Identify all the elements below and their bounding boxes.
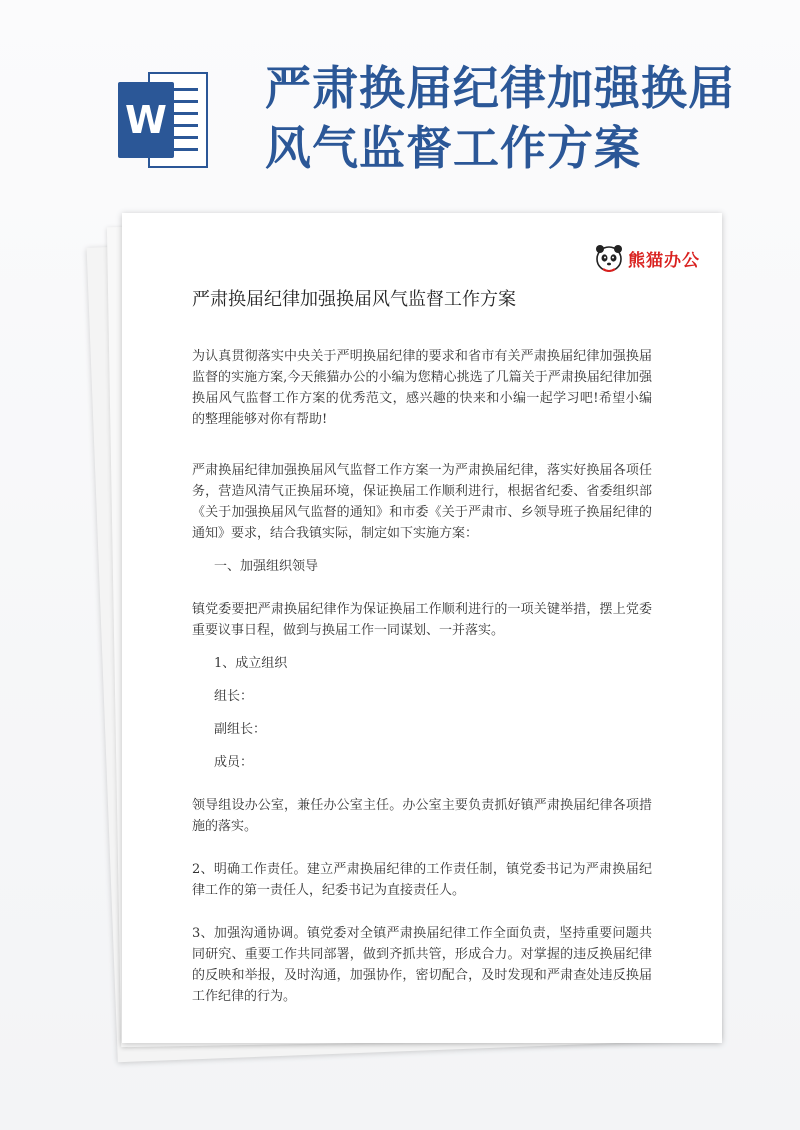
section-heading: 一、加强组织领导 xyxy=(214,559,319,574)
member-line-members: 成员： xyxy=(214,755,254,770)
word-document-icon xyxy=(118,72,208,168)
panda-icon xyxy=(594,243,624,273)
brand-logo-text: 熊猫办公 xyxy=(628,250,700,271)
word-icon-badge: W xyxy=(118,82,174,158)
document-body xyxy=(192,346,652,1007)
subsection-heading: 1、成立组织 xyxy=(214,656,288,671)
body-paragraph: 严肃换届纪律加强换届风气监督工作方案一为严肃换届纪律，落实好换届各项任务，营造风清气正换届环境，保证换届工作顺利进行，根据省纪委、省委组织部《关于加强换届风气监督的通知》和市委《关于严肃市、乡领导班子换届纪律的通知》要求，结合我镇实际，制定如下实施方案： xyxy=(192,463,652,541)
document-title: 严肃换届纪律加强换届风气监督工作方案 xyxy=(192,289,516,310)
document-page xyxy=(122,213,722,1043)
body-paragraph: 镇党委要把严肃换届纪律作为保证换届工作顺利进行的一项关键举措，摆上党委重要议事日程，做到与换届工作一同谋划、一并落实。 xyxy=(192,602,652,638)
cover-title: 严肃换届纪律加强换届风气监督工作方案 xyxy=(265,61,735,175)
body-paragraph: 领导组设办公室，兼任办公室主任。办公室主要负责抓好镇严肃换届纪律各项措施的落实。 xyxy=(192,798,652,834)
member-line-leader: 组长： xyxy=(214,689,254,704)
body-paragraph: 2、明确工作责任。建立严肃换届纪律的工作责任制，镇党委书记为严肃换届纪律工作的第一责任人，纪委书记为直接责任人。 xyxy=(192,862,652,898)
brand-logo xyxy=(594,243,700,273)
body-paragraph: 3、加强沟通协调。镇党委对全镇严肃换届纪律工作全面负责，坚持重要问题共同研究、重要工作共同部署，做到齐抓共管，形成合力。对掌握的违反换届纪律的反映和举报，及时沟通，加强协作，密切配合，及时发现和严肃查处违反换届工作纪律的行为。 xyxy=(192,926,652,1004)
intro-paragraph: 为认真贯彻落实中央关于严明换届纪律的要求和省市有关严肃换届纪律加强换届监督的实施方案,今天熊猫办公的小编为您精心挑选了几篇关于严肃换届纪律加强换届风气监督工作方案的优秀范文，感兴趣的快来和小编一起学习吧!希望小编的整理能够对你有帮助! xyxy=(192,349,652,427)
member-line-deputy: 副组长： xyxy=(214,722,267,737)
